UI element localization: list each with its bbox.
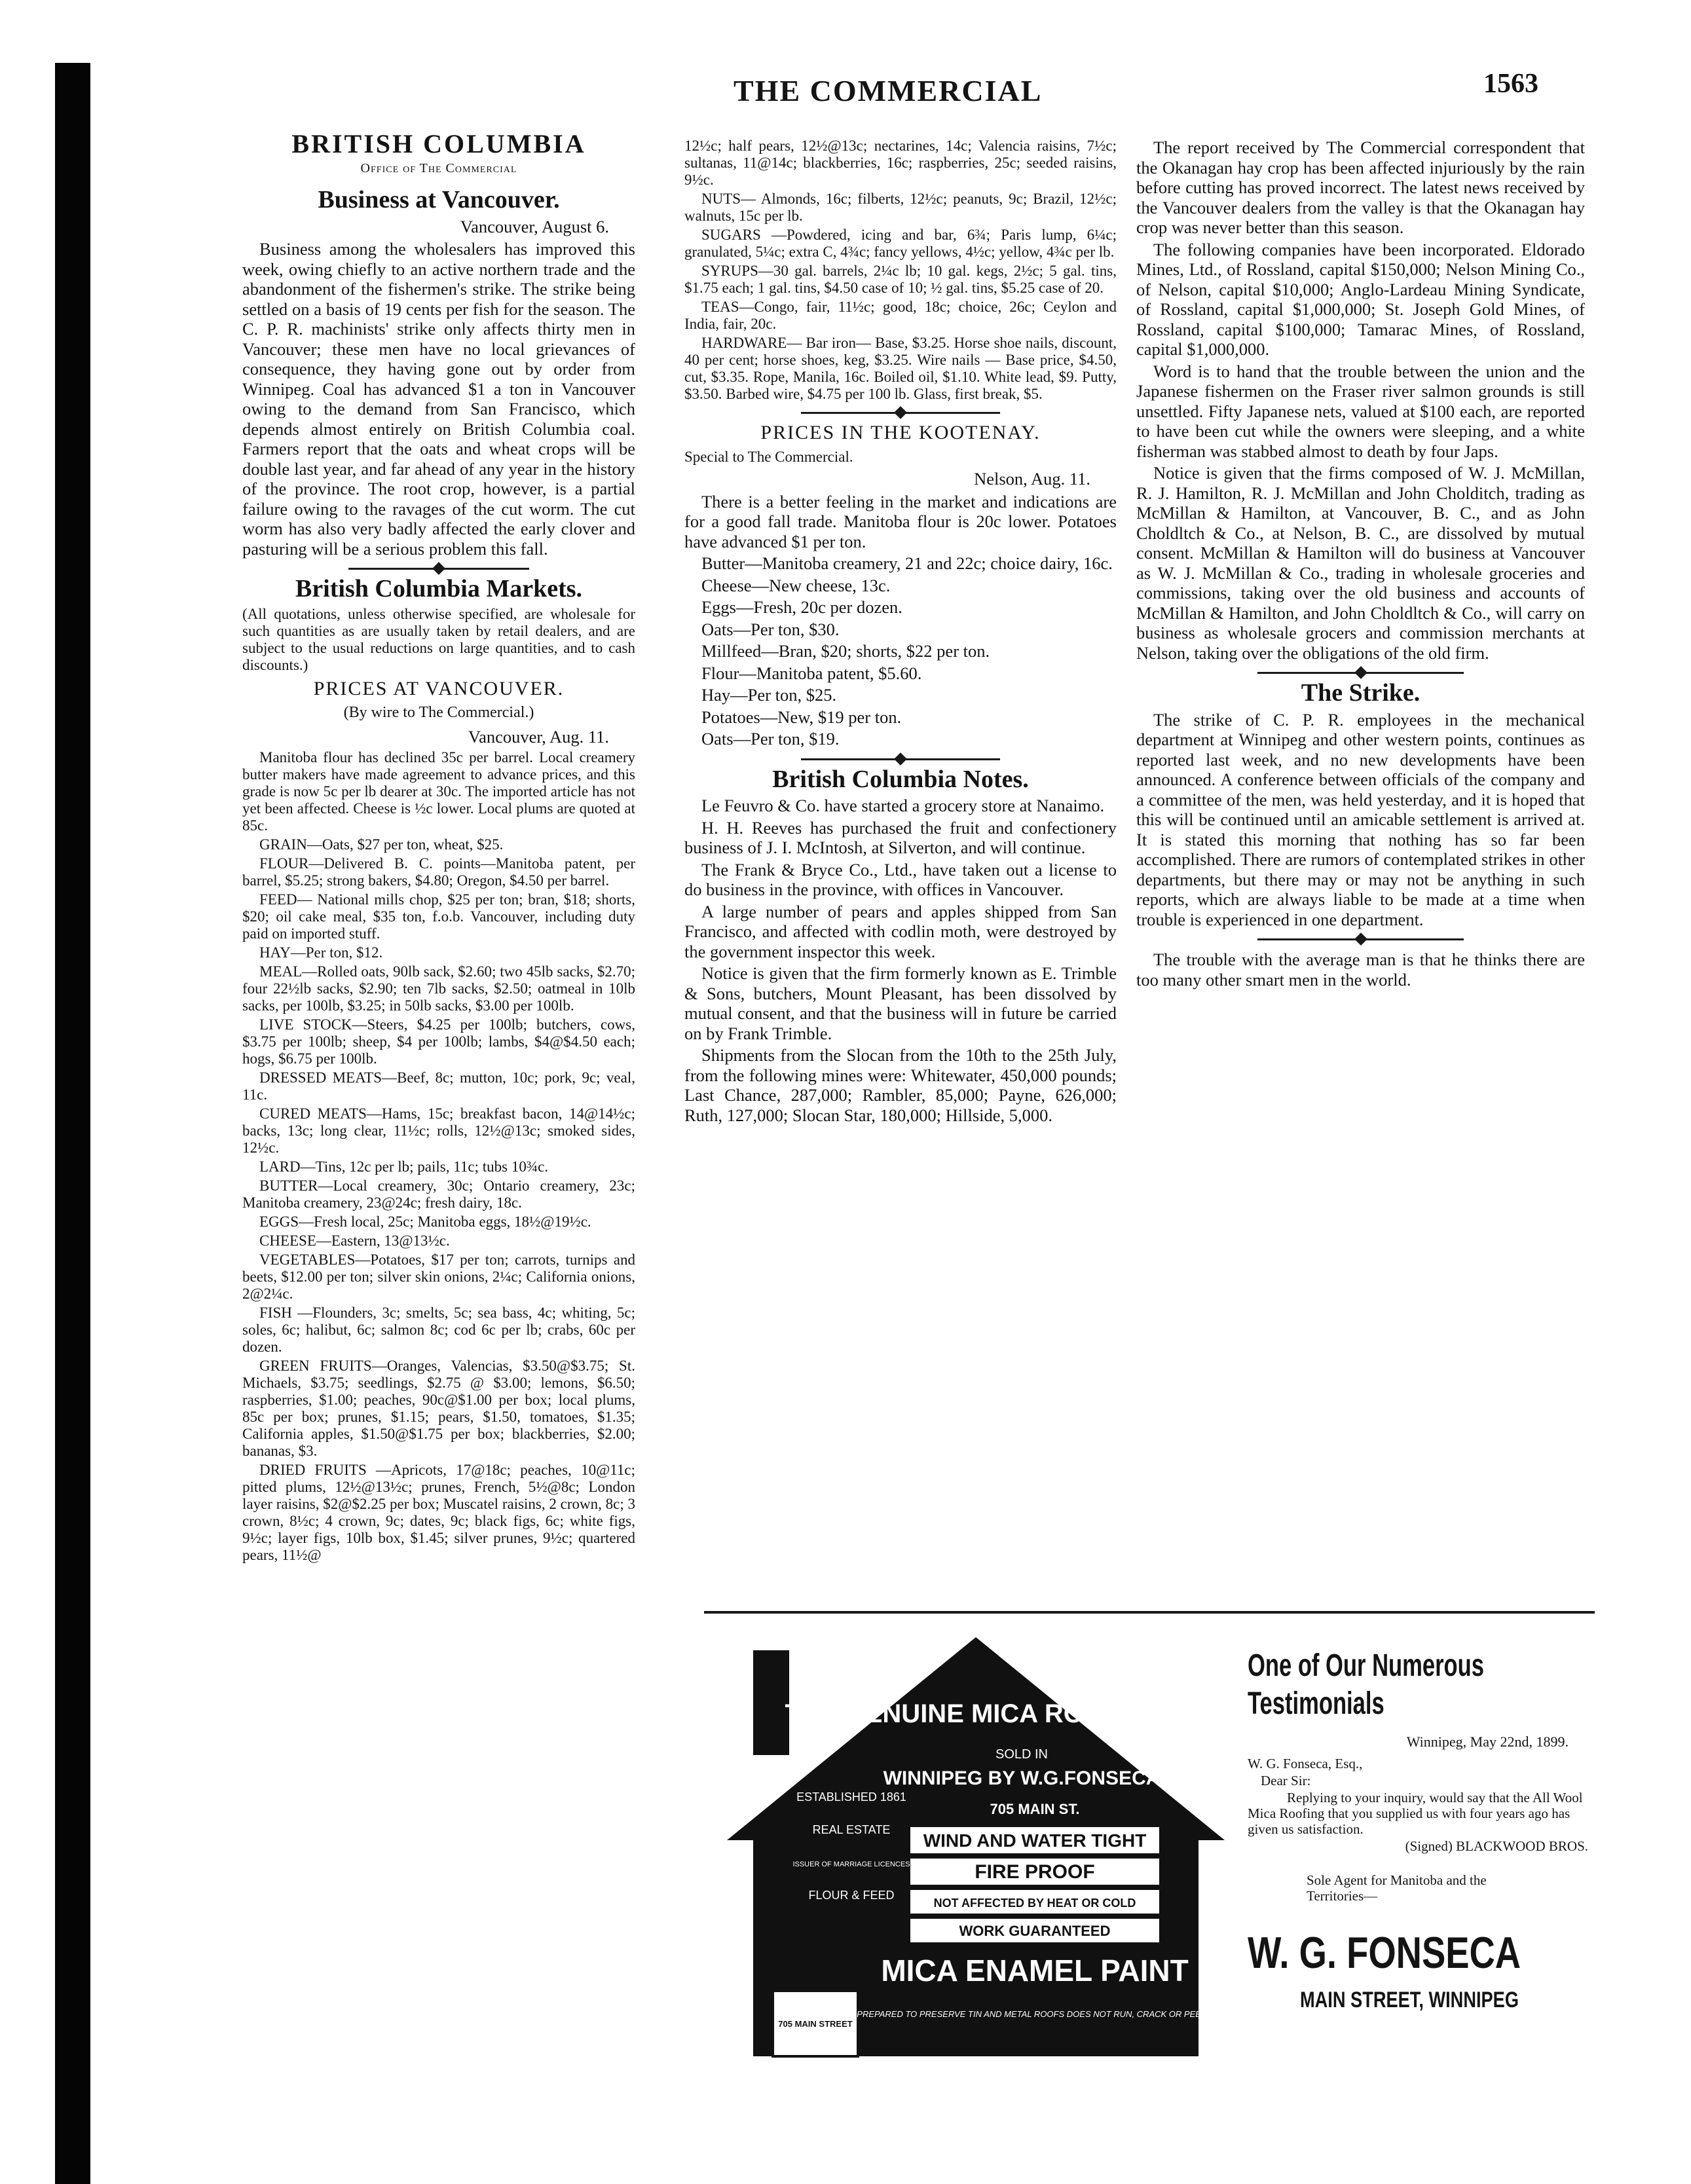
divider xyxy=(348,568,529,570)
door-text: 705 MAIN STREET xyxy=(778,2019,853,2029)
ad-side: ISSUER OF MARRIAGE LICENCES xyxy=(792,1860,910,1868)
price-item: Flour—Manitoba patent, $5.60. xyxy=(701,663,922,683)
price-item: CHEESE—Eastern, 13@13½c. xyxy=(259,1232,450,1249)
filler-item: The trouble with the average man is that he thinks there are too many other smart men in the world. xyxy=(1136,950,1585,990)
page-gutter-shadow xyxy=(55,63,90,2184)
chimney xyxy=(753,1650,789,1755)
dateline: Vancouver, August 6. xyxy=(460,216,609,236)
price-item: Hay—Per ton, $25. xyxy=(701,685,837,705)
price-item: DRIED FRUITS —Apricots, 17@18c; peaches, 10@11c; pitted plums, 12½@13½c; prunes, French, 5½@8c; London layer raisins, $2@$2.25 per box; Muscatel raisins, 2 crown, 8c; 3 crown, 8½c; 4 crown, 9c; dates, 9c; black figs, 6c; white figs, 9½c; layer figs, 10lb box, $1.45; silver prunes, 9½c; quartered pears, 11½@ xyxy=(242,1462,635,1563)
letter-body xyxy=(1248,1756,1601,1904)
testimonial-heading: Testimonials xyxy=(1248,1686,1384,1721)
market-intro: Manitoba flour has declined 35c per barrel. Local creamery butter makers have made agreement to advance prices, and this grade is now 5c per lb dearer at 30c. The imported article has not yet been affected. Cheese is ½c lower. Local plums are quoted at 85c. xyxy=(242,749,635,834)
subhead: PRICES IN THE KOOTENAY. xyxy=(760,422,1041,443)
price-item: CURED MEATS—Hams, 15c; breakfast bacon, 14@14½c; backs, 13c; long clear, 11½c; rolls, 12½@13c; smoked sides, 12½c. xyxy=(242,1105,635,1156)
ad-side: ESTABLISHED 1861 xyxy=(796,1790,906,1804)
house-illustration xyxy=(714,1624,1238,2069)
letter-dateline: Winnipeg, May 22nd, 1899. xyxy=(1406,1733,1569,1750)
testimonial-heading: One of Our Numerous xyxy=(1248,1648,1484,1683)
ad-line: WIND AND WATER TIGHT xyxy=(923,1830,1147,1851)
ad-line: WORK GUARANTEED xyxy=(959,1923,1111,1939)
dateline: Vancouver, Aug. 11. xyxy=(468,726,609,747)
advertiser-address: MAIN STREET, WINNIPEG xyxy=(1300,1988,1519,2012)
byline: Special to The Commercial. xyxy=(684,448,853,465)
letter-text: Replying to your inquiry, would say that the All Wool Mica Roofing that you supplied us with four years ago has given us satisfaction. xyxy=(1248,1790,1583,1837)
divider xyxy=(801,758,1000,760)
column-3 xyxy=(1136,138,1585,1601)
price-item: VEGETABLES—Potatoes, $17 per ton; carrots, turnips and beets, $12.00 per ton; silver skin onions, 2¼c; California onions, 2@2¼c. xyxy=(242,1251,635,1302)
price-item: SYRUPS—30 gal. barrels, 2¼c lb; 10 gal. kegs, 2½c; 5 gal. tins, $1.75 each; 1 gal. tins, $4.50 case of 10; ½ gal. tins, $5.25 case of 20. xyxy=(684,263,1117,296)
news-item: The Frank & Bryce Co., Ltd., have taken out a license to do business in the province, with offices in Vancouver. xyxy=(684,859,1117,899)
advertiser-name: W. G. FONSECA xyxy=(1248,1928,1521,1978)
price-item: HARDWARE— Bar iron— Base, $3.25. Horse shoe nails, discount, 40 per cent; horse shoes, keg, $3.25. Wire nails — Base price, $4.50, cut, $3.35. Rope, Manila, 16c. Boiled oil, $1.10. White lead, $9. Putty, $3.50. Barbed wire, $4.75 per 100 lb. Glass, first break, $5. xyxy=(684,335,1117,402)
office-line: Office of The Commercial xyxy=(360,160,517,176)
news-item: H. H. Reeves has purchased the fruit and confectionery business of J. I. McIntosh, at Silverton, and will continue. xyxy=(684,817,1117,857)
article-title: The Strike. xyxy=(1301,679,1421,707)
price-item: DRESSED MEATS—Beef, 8c; mutton, 10c; pork, 9c; veal, 11c. xyxy=(242,1069,635,1103)
price-item: Oats—Per ton, $30. xyxy=(701,619,840,639)
salutation: Dear Sir: xyxy=(1261,1773,1311,1788)
ad-side: FLOUR & FEED xyxy=(808,1889,895,1902)
price-item: BUTTER—Local creamery, 30c; Ontario creamery, 23c; Manitoba creamery, 23@24c; fresh dairy, 18c. xyxy=(242,1177,635,1211)
ad-banner: THE GENUINE MICA ROOFING xyxy=(785,1699,1167,1728)
ad-line: FIRE PROOF xyxy=(975,1861,1095,1883)
ad-line: SOLD IN xyxy=(995,1747,1049,1762)
price-item: HAY—Per ton, $12. xyxy=(259,944,383,961)
price-item: LARD—Tins, 12c per lb; pails, 11c; tubs 10¾c. xyxy=(259,1158,549,1175)
price-item: Potatoes—New, $19 per ton. xyxy=(701,707,902,727)
news-item: The report received by The Commercial correspondent that the Okanagan hay crop has been affected injuriously by the rain before cutting has proved incorrect. The latest news received by the Vancouver dealers from the valley is that the Okanagan hay crop was never better than this season. xyxy=(1136,138,1585,237)
advertisement-rule xyxy=(704,1611,1595,1614)
price-item: MEAL—Rolled oats, 90lb sack, $2.60; two 45lb sacks, $2.70; four 22½lb sacks, $2.90; ten 7lb sacks, $2.50; oatmeal in 10lb sacks, per 100lb, $3.25; in 50lb sacks, $3.00 per 100lb. xyxy=(242,963,635,1014)
byline: (By wire to The Commercial.) xyxy=(343,704,534,721)
market-intro: There is a better feeling in the market and indications are for a good fall trade. Manitoba flour is 20c lower. Potatoes have advanced $1 per ton. xyxy=(684,491,1117,551)
ad-line: NOT AFFECTED BY HEAT OR COLD xyxy=(933,1897,1136,1910)
price-item: Oats—Per ton, $19. xyxy=(701,729,840,749)
article-title: British Columbia Markets. xyxy=(295,575,583,602)
price-item: Millfeed—Bran, $20; shorts, $22 per ton. xyxy=(701,641,990,661)
running-title: THE COMMERCIAL xyxy=(734,74,1043,107)
divider xyxy=(1257,938,1464,940)
price-item: FLOUR—Delivered B. C. points—Manitoba patent, per barrel, $5.25; strong bakers, $4.80; Oregon, $4.50 per barrel. xyxy=(242,855,635,889)
price-item: SUGARS —Powdered, icing and bar, 6¾; Paris lump, 6¼c; granulated, 5¼c; extra C, 4¾c; fancy yellows, 4½c; yellow, 4¾c per lb. xyxy=(684,227,1117,260)
price-item: FISH —Flounders, 3c; smelts, 5c; sea bass, 4c; whiting, 5c; soles, 6c; halibut, 6c; salmon 8c; cod 6c per lb; crabs, 60c per dozen. xyxy=(242,1305,635,1355)
price-item: Cheese—New cheese, 13c. xyxy=(701,575,891,595)
ad-line: MICA ENAMEL PAINT xyxy=(881,1953,1189,1988)
news-item: Notice is given that the firm formerly known as E. Trimble & Sons, butchers, Mount Pleasant, has been dissolved by mutual consent, and that the business will in future be carried on by Frank Trimble. xyxy=(684,963,1117,1043)
addressee: W. G. Fonseca, Esq., xyxy=(1248,1756,1363,1771)
section-title: BRITISH COLUMBIA xyxy=(291,134,586,158)
article-title: British Columbia Notes. xyxy=(772,765,1029,793)
news-item: The following companies have been incorporated. Eldorado Mines, Ltd., of Rossland, capital $150,000; Nelson Mining Co., of Nelson, capital $10,000; Anglo-Lardeau Mining Syndicate, of Rossland, capital $1,000,000; St. Joseph Gold Mines, of Rossland, capital $100,000; Tamarac Mines, of Rossland, capital $1,000,000. xyxy=(1136,239,1585,359)
price-item: EGGS—Fresh local, 25c; Manitoba eggs, 18½@19½c. xyxy=(259,1213,591,1230)
price-item: GRAIN—Oats, $27 per ton, wheat, $25. xyxy=(259,836,504,853)
agent-line: Sole Agent for Manitoba and the Territories— xyxy=(1307,1872,1487,1904)
roof-shape xyxy=(727,1637,1225,1840)
ad-line: WINNIPEG BY W.G.FONSECA xyxy=(883,1768,1161,1789)
price-item: NUTS— Almonds, 16c; filberts, 12½c; peanuts, 9c; Brazil, 12½c; walnuts, 15c per lb. xyxy=(684,191,1117,224)
quotation-note: (All quotations, unless otherwise specified, are wholesale for such quantities as are usually taken by retail dealers, and are subject to the usual reductions on large quantities, and to cash discounts.) xyxy=(242,605,635,673)
testimonial-advertisement xyxy=(1248,1647,1601,2013)
ad-side: REAL ESTATE xyxy=(812,1823,891,1836)
price-item: LIVE STOCK—Steers, $4.25 per 100lb; butchers, cows, $3.75 per 100lb; sheep, $4 per 100lb; lambs, $4@$4.50 each; hogs, $6.75 per 100lb. xyxy=(242,1016,635,1067)
news-item: Word is to hand that the trouble between the union and the Japanese fishermen on the Fraser river salmon grounds is still unsettled. Fifty Japanese nets, valued at $100 each, are reported to have been cut while the owners were sleeping, and a white fisherman was stabbed almost to death by four Japs. xyxy=(1136,361,1585,461)
price-item: Eggs—Fresh, 20c per dozen. xyxy=(701,597,902,617)
column-2 xyxy=(684,138,1117,1598)
dateline: Nelson, Aug. 11. xyxy=(974,469,1090,489)
article-title: Business at Vancouver. xyxy=(318,186,560,213)
price-item: 12½c; half pears, 12½@13c; nectarines, 14c; Valencia raisins, 7½c; sultanas, 11@14c; blackberries, 16c; raspberries, 25c; seeded raisins, 9½c. xyxy=(684,138,1117,188)
ad-line: SPECIALLY PREPARED TO PRESERVE TIN AND METAL ROOFS DOES NOT RUN, CRACK OR PEEL DRIES HARD xyxy=(809,2009,1238,2019)
page-number: 1563 xyxy=(1483,69,1538,99)
news-item: Notice is given that the firms composed of W. J. McMillan, R. J. Hamilton, R. J. McMillan and John Cholditch, trading as McMillan & Hamilton, at Vancouver, B. C., and as John Choldltch & Co., at Nelson, B. C., are dissolved by mutual consent. McMillan & Hamilton will do business at Vancouver as W. J. McMillan & Co., trading in wholesale groceries and commissions, taking over the old business and accounts of McMillan & Hamilton, and John Choldltch & Co., will carry on business as wholesale grocers and commission merchants at Nelson, taking over the obligations of the old firm. xyxy=(1136,463,1585,663)
ad-line: 705 MAIN ST. xyxy=(990,1801,1080,1817)
article-body: Business among the wholesalers has improved this week, owing chiefly to an active northern trade and the abandonment of the fishermen's strike. The strike being settled on a basis of 19 cents per fish for the season. The C. P. R. machinists' strike only affects thirty men in Vancouver; these men have no local grievances of consequence, they having gone out by order from Winnipeg. Coal has advanced $1 a ton in Vancouver owing to the demand from San Francisco, which depends almost entirely on British Columbia coal. Farmers report that the oats and wheat crops will be double last year, and far ahead of any year in the history of the province. The root crop, however, is a partial failure owing to the ravages of the cut worm. The cut worm has also very badly affected the early clover and pasturing will be a serious problem this fall. xyxy=(242,239,635,559)
news-item: Shipments from the Slocan from the 10th to the 25th July, from the following mines were: Whitewater, 450,000 pounds; Last Chance, 287,000; Rambler, 85,000; Payne, 626,000; Ruth, 127,000; Slocan Star, 180,000; Hillside, 5,000. xyxy=(684,1045,1117,1125)
divider xyxy=(1257,672,1464,674)
subhead: PRICES AT VANCOUVER. xyxy=(313,677,565,699)
price-item: Butter—Manitoba creamery, 21 and 22c; choice dairy, 16c. xyxy=(701,553,1113,573)
price-item: TEAS—Congo, fair, 11½c; good, 18c; choice, 26c; Ceylon and India, fair, 20c. xyxy=(684,299,1117,332)
article-body: The strike of C. P. R. employees in the mechanical department at Winnipeg and other western points, continues as reported last week, and no new developments have been announced. A conference between officials of the company and a committee of the men, was held yesterday, and it is hoped that this will be continued until an amicable settlement is arrived at. It is stated this morning that nothing has so far been accomplished. There are rumors of contemplated strikes in other departments, but there may or may not be anything in such reports, which are always liable to be made at a time when trouble is experienced in one department. xyxy=(1136,709,1585,929)
news-item: Le Feuvro & Co. have started a grocery store at Nanaimo. xyxy=(701,796,1105,815)
price-item: GREEN FRUITS—Oranges, Valencias, $3.50@$3.75; St. Michaels, $3.75; seedlings, $2.75 @ $3.00; lemons, $6.50; raspberries, $1.00; peaches, 90c@$1.00 per box; local plums, 85c per box; prunes, $1.15; pears, $1.50, tomatoes, $1.35; California apples, $1.50@$1.75 per box; blackberries, $2.00; bananas, $3. xyxy=(242,1358,635,1459)
divider xyxy=(801,412,1000,414)
signature: (Signed) BLACKWOOD BROS. xyxy=(1405,1838,1588,1854)
news-item: A large number of pears and apples shipped from San Francisco, and affected with codlin moth, were destroyed by the government inspector this week. xyxy=(684,901,1117,961)
mica-roofing-advertisement xyxy=(714,1624,1238,2069)
column-1 xyxy=(242,134,635,2164)
price-item: FEED— National mills chop, $25 per ton; bran, $18; shorts, $20; oil cake meal, $35 ton, f.o.b. Vancouver, including duty paid on imported stuff. xyxy=(242,891,635,942)
